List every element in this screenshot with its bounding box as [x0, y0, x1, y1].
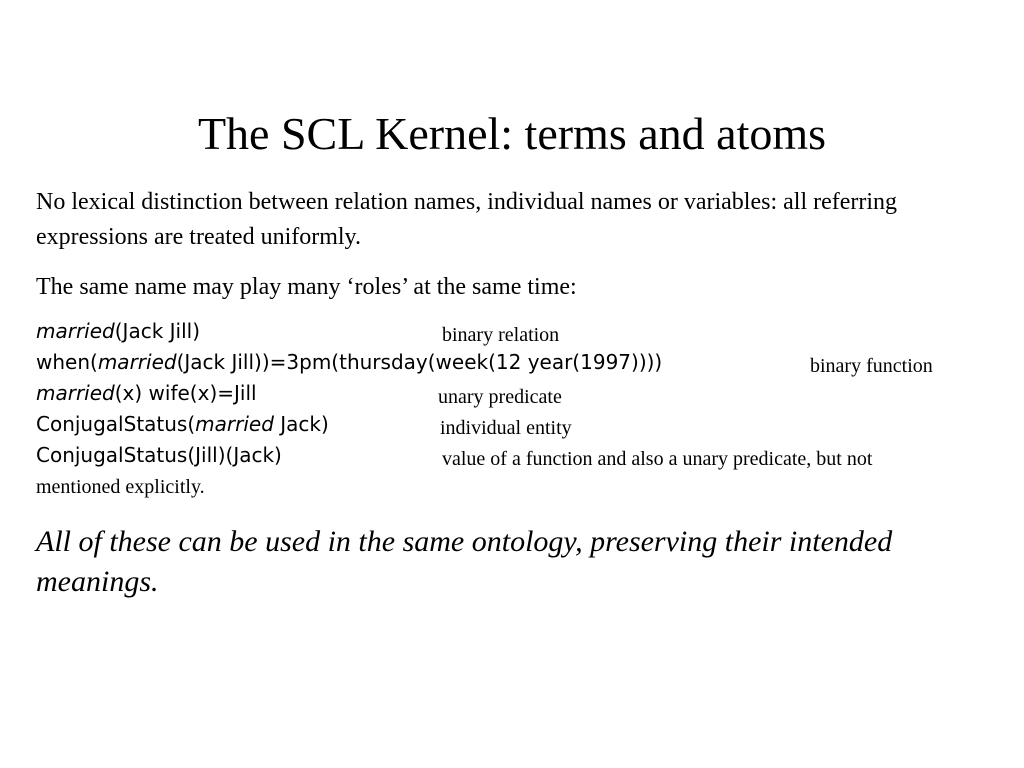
paragraph-roles: The same name may play many ‘roles’ at the same time: [36, 274, 577, 300]
example-married-keyword: married [195, 412, 274, 436]
example-married-keyword: married [36, 381, 115, 405]
example-annotation: individual entity [440, 417, 572, 439]
example-annotation: unary predicate [438, 386, 562, 408]
example-annotation-continuation: mentioned explicitly. [36, 476, 205, 498]
example-line [36, 381, 257, 405]
example-line [36, 443, 282, 467]
example-line [36, 319, 200, 343]
paragraph-lexical-distinction: No lexical distinction between relation names, individual names or variables: all referring expressions are treated uniformly. [36, 189, 898, 250]
conclusion-text: All of these can be used in the same ontology, preserving their intended meanings. [36, 525, 893, 598]
example-married-keyword: married [97, 350, 177, 374]
example-line [36, 350, 662, 374]
example-annotation: binary relation [442, 324, 560, 346]
example-annotation: value of a function and also a unary predicate, but not [442, 448, 873, 470]
example-married-keyword: married [36, 319, 115, 343]
slide-title: The SCL Kernel: terms and atoms [197, 108, 827, 159]
example-code-prefix: ConjugalStatus( [36, 412, 196, 436]
example-code: Jack) [273, 412, 329, 436]
example-code: (Jack Jill))=3pm(thursday(week(12 year(1997)))) [176, 350, 663, 374]
example-code: (x) wife(x)=Jill [114, 381, 257, 405]
example-annotation: binary function [810, 355, 933, 377]
example-line [36, 412, 329, 436]
example-code: ConjugalStatus(Jill)(Jack) [36, 443, 282, 467]
example-code-prefix: when( [36, 350, 98, 374]
example-code: (Jack Jill) [114, 319, 201, 343]
